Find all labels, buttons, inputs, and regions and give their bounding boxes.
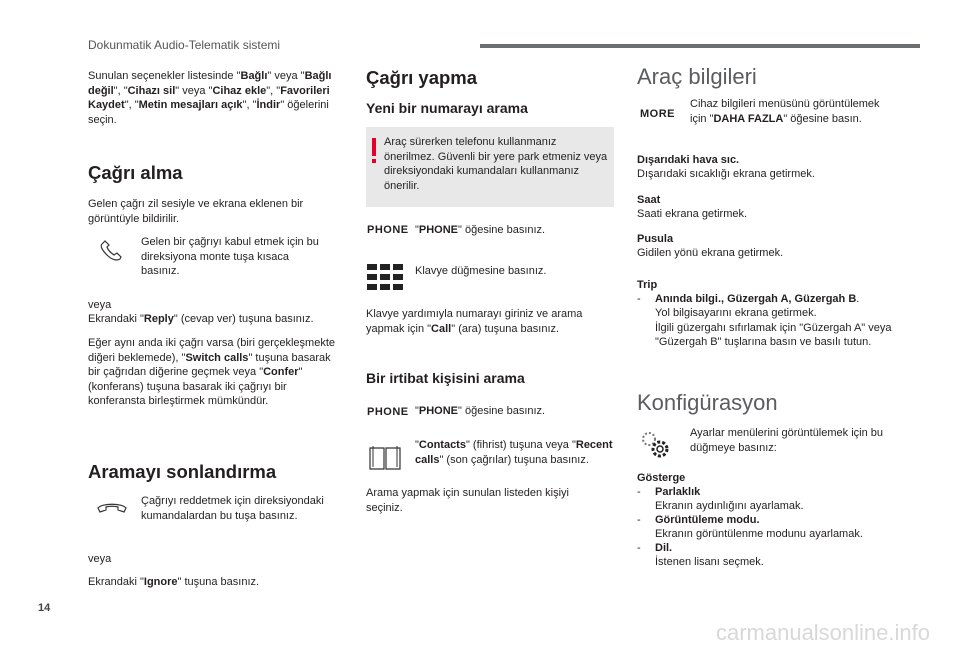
reply-text: Ekrandaki "Reply" (cevap ver) tuşuna basınız.	[88, 313, 314, 325]
heading-end-call: Aramayı sonlandırma	[88, 461, 277, 482]
keypad-icon	[367, 264, 405, 292]
dash-1: -	[637, 486, 641, 498]
warning-text: Araç sürerken telefonu kullanmanız önerilmez. Güvenli bir yere park etmeniz veya direksiyondaki kumandaları kullanmanız önerilir.	[384, 136, 608, 192]
dash-3: -	[637, 542, 641, 554]
heading-contact-call: Bir irtibat kişisini arama	[366, 370, 525, 386]
switch-calls-text: Eğer aynı anda iki çağrı varsa (biri gerçekleşmekte diğeri beklemede), "Switch calls" tuşuna basarak bir çağrıdan diğerine geçmek veya "Confer" (konferans) tuşuna basarak iki çağrıyı bir konferansta birleştirmek mümkündür.	[88, 337, 335, 407]
phone-key-label: PHONE	[367, 224, 409, 236]
warning-icon	[369, 138, 379, 164]
display-mode-text: Ekranın görüntülenme modunu ayarlamak.	[655, 528, 863, 540]
intro-paragraph: Sunulan seçenekler listesinde "Bağlı" veya "Bağlı değil", "Cihazı sil" veya "Cihaz ekle", "Favorileri Kaydet", "Metin mesajları açık", "İndir" öğelerini seçin.	[88, 70, 332, 126]
page-header: Dokunmatik Audio-Telematik sistemi	[88, 38, 281, 52]
more-key-label: MORE	[640, 108, 675, 120]
choose-contact-text: Arama yapmak için sunulan listeden kişiyi seçiniz.	[366, 487, 569, 514]
config-instruction: Ayarlar menülerini görüntülemek için bu düğmeye basınız:	[690, 427, 884, 454]
phone-hangup-icon	[96, 500, 128, 516]
heading-configuration: Konfigürasyon	[637, 390, 778, 415]
trip-text: Yol bilgisayarını ekrana getirmek. İlgili güzergahı sıfırlamak için "Güzergah A" veya "Güzergah B" tuşlarına basın ve basılı tutun.	[655, 307, 892, 348]
clock-text: Saati ekrana getirmek.	[637, 208, 748, 220]
display-mode-title: Görüntüleme modu.	[655, 514, 760, 526]
receive-text: Gelen çağrı zil sesiyle ve ekrana eklenen bir görüntüyle bildirilir.	[88, 198, 304, 225]
language-title: Dil.	[655, 542, 673, 554]
brightness-text: Ekranın aydınlığını ayarlamak.	[655, 500, 804, 512]
trip-dash: -	[637, 293, 641, 305]
outside-temp-text: Dışarıdaki sıcaklığı ekrana getirmek.	[637, 168, 815, 180]
clock-title: Saat	[637, 194, 661, 206]
end-text: Çağrıyı reddetmek için direksiyondaki kumandalardan bu tuşa basınız.	[141, 495, 324, 522]
veya-text-2: veya	[88, 553, 112, 565]
trip-item: Anında bilgi., Güzergah A, Güzergah B.	[655, 293, 860, 305]
compass-title: Pusula	[637, 233, 674, 245]
trip-title: Trip	[637, 279, 658, 291]
heading-vehicle-info: Araç bilgileri	[637, 64, 757, 89]
dial-instruction: Klavye yardımıyla numarayı giriniz ve arama yapmak için "Call" (ara) tuşuna basınız.	[366, 308, 583, 335]
phone-instruction-2: "PHONE" öğesine basınız.	[415, 405, 546, 417]
watermark: carmanualsonline.info	[715, 620, 930, 645]
heading-new-number: Yeni bir numarayı arama	[366, 100, 528, 116]
contacts-book-icon	[369, 445, 401, 471]
settings-gear-icon	[638, 428, 672, 462]
language-text: İstenen lisanı seçmek.	[655, 556, 764, 568]
heading-receive-call: Çağrı alma	[88, 162, 183, 183]
compass-text: Gidilen yönü ekrana getirmek.	[637, 247, 784, 259]
heading-make-call: Çağrı yapma	[366, 67, 478, 88]
ignore-text: Ekrandaki "Ignore" tuşuna basınız.	[88, 576, 260, 588]
page-number: 14	[38, 602, 51, 614]
phone-instruction: "PHONE" öğesine basınız.	[415, 224, 546, 236]
outside-temp-title: Dışarıdaki hava sıc.	[637, 154, 740, 166]
brightness-title: Parlaklık	[655, 486, 701, 498]
display-title: Gösterge	[637, 472, 686, 484]
accept-text: Gelen bir çağrıyı kabul etmek için bu direksiyona monte tuşa kısaca basınız.	[141, 236, 319, 277]
header-bar	[480, 44, 920, 48]
dash-2: -	[637, 514, 641, 526]
contacts-instruction: "Contacts" (fihrist) tuşuna veya "Recent calls" (son çağrılar) tuşuna basınız.	[415, 439, 613, 466]
veya-text-1: veya	[88, 299, 112, 311]
phone-accept-icon	[99, 240, 127, 262]
keypad-instruction: Klavye düğmesine basınız.	[415, 265, 547, 277]
more-instruction: Cihaz bilgileri menüsünü görüntülemek için "DAHA FAZLA" öğesine basın.	[690, 98, 880, 125]
phone-key-label-2: PHONE	[367, 406, 409, 418]
